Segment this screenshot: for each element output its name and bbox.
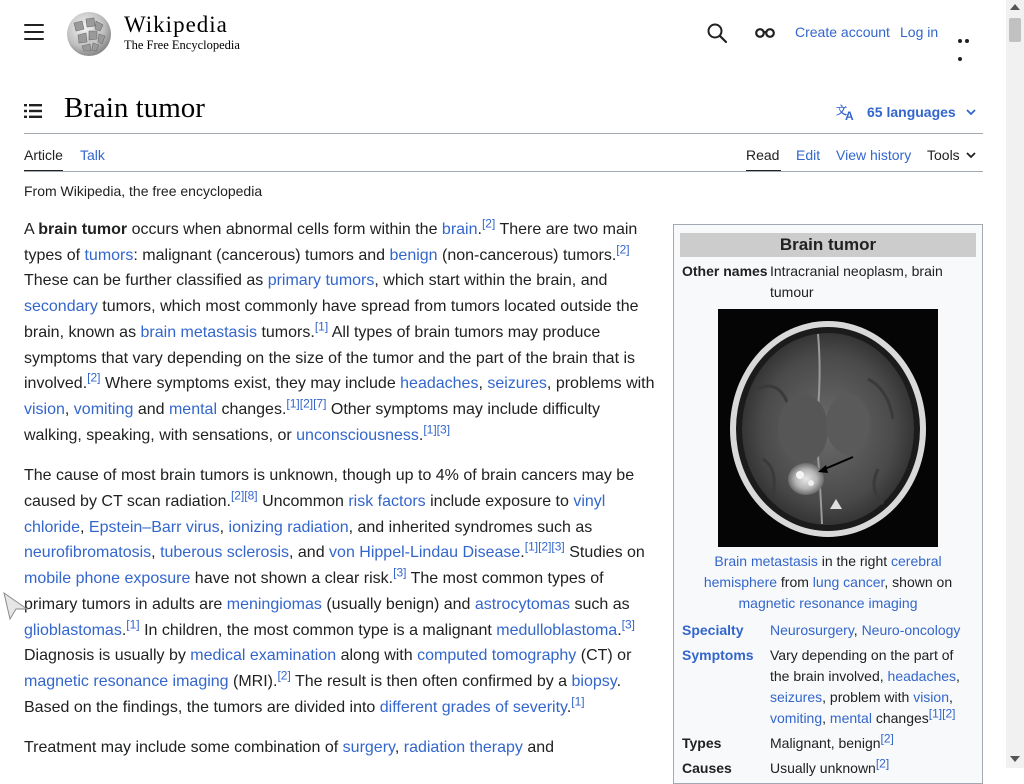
tools-label: Tools (927, 147, 960, 163)
inline-link[interactable]: headaches (887, 668, 957, 684)
inline-link[interactable]: brain (441, 221, 478, 238)
infobox-value: Usually unknown[2] (770, 756, 890, 776)
languages-label: 65 languages (867, 104, 956, 120)
tools-dropdown[interactable] (927, 147, 976, 163)
citation-link[interactable]: [1][3] (423, 422, 451, 437)
inline-link[interactable]: benign (389, 246, 438, 264)
wordmark-title: Wikipedia (124, 12, 228, 37)
infobox-row-symptoms (680, 645, 976, 729)
infobox-value: Vary depending on the part of the brain involved, headaches, seizures, problem with vision, vomiting, mental changes[1][2] (770, 647, 960, 726)
citation-link[interactable]: [2] (481, 216, 496, 231)
citation (482, 217, 495, 231)
infobox-row-causes (680, 758, 976, 779)
citation-link[interactable]: [3] (393, 565, 407, 580)
citation-link[interactable]: [1][2] (928, 706, 956, 721)
chevron-down-icon (966, 109, 976, 116)
tab-talk[interactable]: Talk (80, 147, 105, 163)
inline-link[interactable]: headaches (400, 375, 479, 393)
vertical-scrollbar[interactable] (1006, 0, 1024, 768)
paragraph-1: A brain tumor occurs when abnormal cells form within the brain.[2] There are two main types of tumors: malignant (cancerous) tumors and benign (non-cancerous) tumors.[2] These can be further classified as primary tumors, which start within the brain, and secondary tumors, which most commonly have spread from tumors located outside the brain, known as brain metastasis tumors.[1] All types of brain tumors may produce symptoms that vary depending on the size of the tumor and the part of the brain that is involved.[2] Where symptoms exist, they may include headaches, seizures, problems with vision, vomiting and mental changes.[1][2][7] Other symptoms may include difficulty walking, speaking, with sensations, or unconsciousness.[1][3] (24, 216, 655, 444)
inline-link[interactable]: astrocytomas (474, 595, 571, 613)
citation (929, 706, 956, 720)
citation (423, 422, 450, 436)
toc-icon[interactable] (24, 103, 42, 119)
inline-link[interactable]: seizures (770, 689, 823, 705)
glasses-icon[interactable] (754, 24, 776, 42)
inline-link[interactable]: Brain metastasis (714, 553, 818, 569)
paragraph-2: The cause of most brain tumors is unknown, though up to 4% of brain cancers may be caused by CT scan radiation.[2][8] Uncommon risk factors include exposure to vinyl chloride, Epstein–Barr virus, ionizing radiation, and inherited syndromes such as neurofibromatosis, tuberous sclerosis, and von Hippel-Lindau Disease.[1][2][3] Studies on mobile phone exposure have not shown a clear risk.[3] The most common types of primary tumors in adults are meningiomas (usually benign) and astrocytomas such as glioblastomas.[1] In children, the most common type is a malignant medulloblastoma.[3] Diagnosis is usually by medical examination along with computed tomography (CT) or magnetic resonance imaging (MRI).[2] The result is then often confirmed by a biopsy. Based on the findings, the tumors are divided into different grades of severity.[1] (24, 467, 645, 716)
ellipsis-icon[interactable] (958, 30, 978, 36)
languages-button[interactable] (836, 103, 976, 121)
citation (881, 731, 894, 745)
citation (525, 540, 565, 554)
citation (622, 617, 635, 631)
citation-link[interactable]: [1] (126, 617, 140, 632)
citation-link[interactable]: [2][8] (230, 488, 258, 503)
inline-link[interactable]: primary tumors (267, 272, 375, 290)
infobox-row-specialty (680, 620, 976, 641)
create-account-link[interactable]: Create account (795, 24, 890, 40)
citation-link[interactable]: [2] (277, 668, 291, 683)
search-icon[interactable] (706, 22, 728, 44)
scroll-down-arrow-icon[interactable] (1010, 756, 1020, 762)
citation-link[interactable]: [2] (616, 242, 630, 257)
infobox-row-other-names (680, 261, 976, 303)
inline-link[interactable]: computed tomography (417, 647, 577, 665)
tabs-divider (24, 171, 983, 172)
infobox-value: Intracranial neoplasm, brain tumour (770, 263, 943, 300)
infobox-value: Malignant, benign[2] (770, 731, 894, 751)
site-tagline: From Wikipedia, the free encyclopedia (24, 183, 263, 199)
inline-link[interactable]: different grades of severity (379, 698, 567, 716)
inline-link[interactable]: magnetic resonance imaging (24, 672, 229, 690)
inline-link[interactable]: risk factors (348, 493, 426, 511)
site-header (0, 0, 1006, 66)
citation (571, 694, 584, 708)
inline-link[interactable]: tumors (84, 246, 134, 264)
citation-link[interactable]: [2] (875, 756, 890, 771)
inline-link[interactable]: radiation therapy (403, 739, 523, 757)
infobox-row-types (680, 733, 976, 754)
inline-link[interactable]: vision (24, 400, 65, 418)
page-title: Brain tumor (64, 92, 205, 124)
inline-link[interactable]: biopsy (571, 672, 617, 690)
infobox-label: Other names (682, 263, 768, 279)
citation-link[interactable]: [1][2][3] (524, 540, 565, 555)
title-divider (24, 133, 983, 134)
infobox-label[interactable]: Symptoms (682, 647, 754, 663)
inline-link[interactable]: vomiting (73, 400, 134, 418)
inline-link[interactable]: magnetic resonance imaging (738, 595, 918, 611)
wordmark-tagline: The Free Encyclopedia (124, 38, 240, 52)
infobox-label[interactable]: Specialty (682, 622, 744, 638)
citation-link[interactable]: [3] (621, 617, 635, 632)
inline-link[interactable]: neurofibromatosis (24, 544, 152, 562)
infobox-title: Brain tumor (680, 233, 976, 257)
inline-link[interactable]: mobile phone exposure (24, 570, 191, 588)
hamburger-menu-icon[interactable] (24, 24, 44, 42)
inline-link[interactable]: von Hippel-Lindau Disease (329, 544, 521, 562)
inline-link[interactable]: Epstein–Barr virus (88, 518, 220, 536)
inline-link[interactable]: vinyl chloride (24, 493, 606, 536)
citation (393, 566, 406, 580)
inline-link[interactable]: meningiomas (226, 595, 322, 613)
tab-read[interactable]: Read (746, 147, 780, 163)
wikipedia-wordmark[interactable] (124, 12, 240, 53)
login-link[interactable]: Log in (900, 24, 939, 40)
wikipedia-globe-logo[interactable] (64, 9, 114, 57)
inline-link[interactable]: Neurosurgery (770, 622, 854, 638)
citation (286, 397, 326, 411)
inline-link[interactable]: mental (829, 710, 872, 726)
inline-link[interactable]: mental (168, 400, 217, 418)
mouse-cursor-icon (3, 592, 29, 620)
svg-text:文: 文 (836, 104, 847, 117)
tab-edit[interactable]: Edit (796, 147, 821, 163)
inline-link[interactable]: tuberous sclerosis (160, 544, 290, 562)
tab-article[interactable]: Article (24, 147, 63, 163)
inline-link[interactable]: surgery (342, 739, 395, 757)
citation (277, 669, 290, 683)
inline-link[interactable]: glioblastomas (24, 621, 122, 639)
inline-link[interactable]: secondary (24, 298, 98, 316)
inline-link[interactable]: vision (913, 689, 949, 705)
inline-link[interactable]: cerebral hemisphere (703, 553, 942, 590)
citation (126, 617, 139, 631)
citation-link[interactable]: [1][2][7] (286, 396, 327, 411)
citation (231, 489, 258, 503)
inline-link[interactable]: brain metastasis (140, 323, 258, 341)
inline-link[interactable]: medical examination (190, 647, 337, 665)
scroll-up-arrow-icon[interactable] (1010, 4, 1020, 10)
translate-icon (836, 103, 858, 121)
inline-link[interactable]: medulloblastoma (496, 621, 618, 639)
scroll-thumb[interactable] (1009, 18, 1021, 42)
citation-link[interactable]: [1] (571, 694, 585, 709)
citation (616, 242, 629, 256)
infobox-value: Neurosurgery, Neuro-oncology (770, 622, 961, 638)
chevron-down-icon (966, 152, 976, 159)
infobox-label: Causes (682, 760, 732, 776)
inline-link[interactable]: vomiting (770, 710, 823, 726)
citation (87, 371, 100, 385)
citation-link[interactable]: [1] (314, 319, 329, 334)
inline-link[interactable]: ionizing radiation (228, 518, 349, 536)
citation-link[interactable]: [2] (880, 731, 894, 746)
tab-view-history[interactable]: View history (836, 147, 912, 163)
citation (315, 319, 328, 333)
inline-link[interactable]: seizures (487, 375, 547, 393)
infobox-image-caption: Brain metastasis in the right cerebral hemisphere from lung cancer, shown on magnetic resonance imaging (703, 553, 953, 611)
citation-link[interactable]: [2] (87, 370, 101, 385)
svg-text:A: A (845, 109, 854, 121)
article-body (24, 217, 660, 776)
inline-link[interactable]: unconsciousness (296, 426, 419, 444)
inline-link[interactable]: Neuro-oncology (861, 622, 961, 638)
bold-term: brain tumor (38, 221, 128, 238)
infobox (673, 224, 983, 784)
citation (876, 756, 889, 770)
paragraph-3: Treatment may include some combination of surgery, radiation therapy and (24, 739, 555, 757)
mri-brain-image[interactable] (718, 309, 938, 547)
infobox-label: Types (682, 735, 722, 751)
inline-link[interactable]: lung cancer (812, 574, 885, 590)
